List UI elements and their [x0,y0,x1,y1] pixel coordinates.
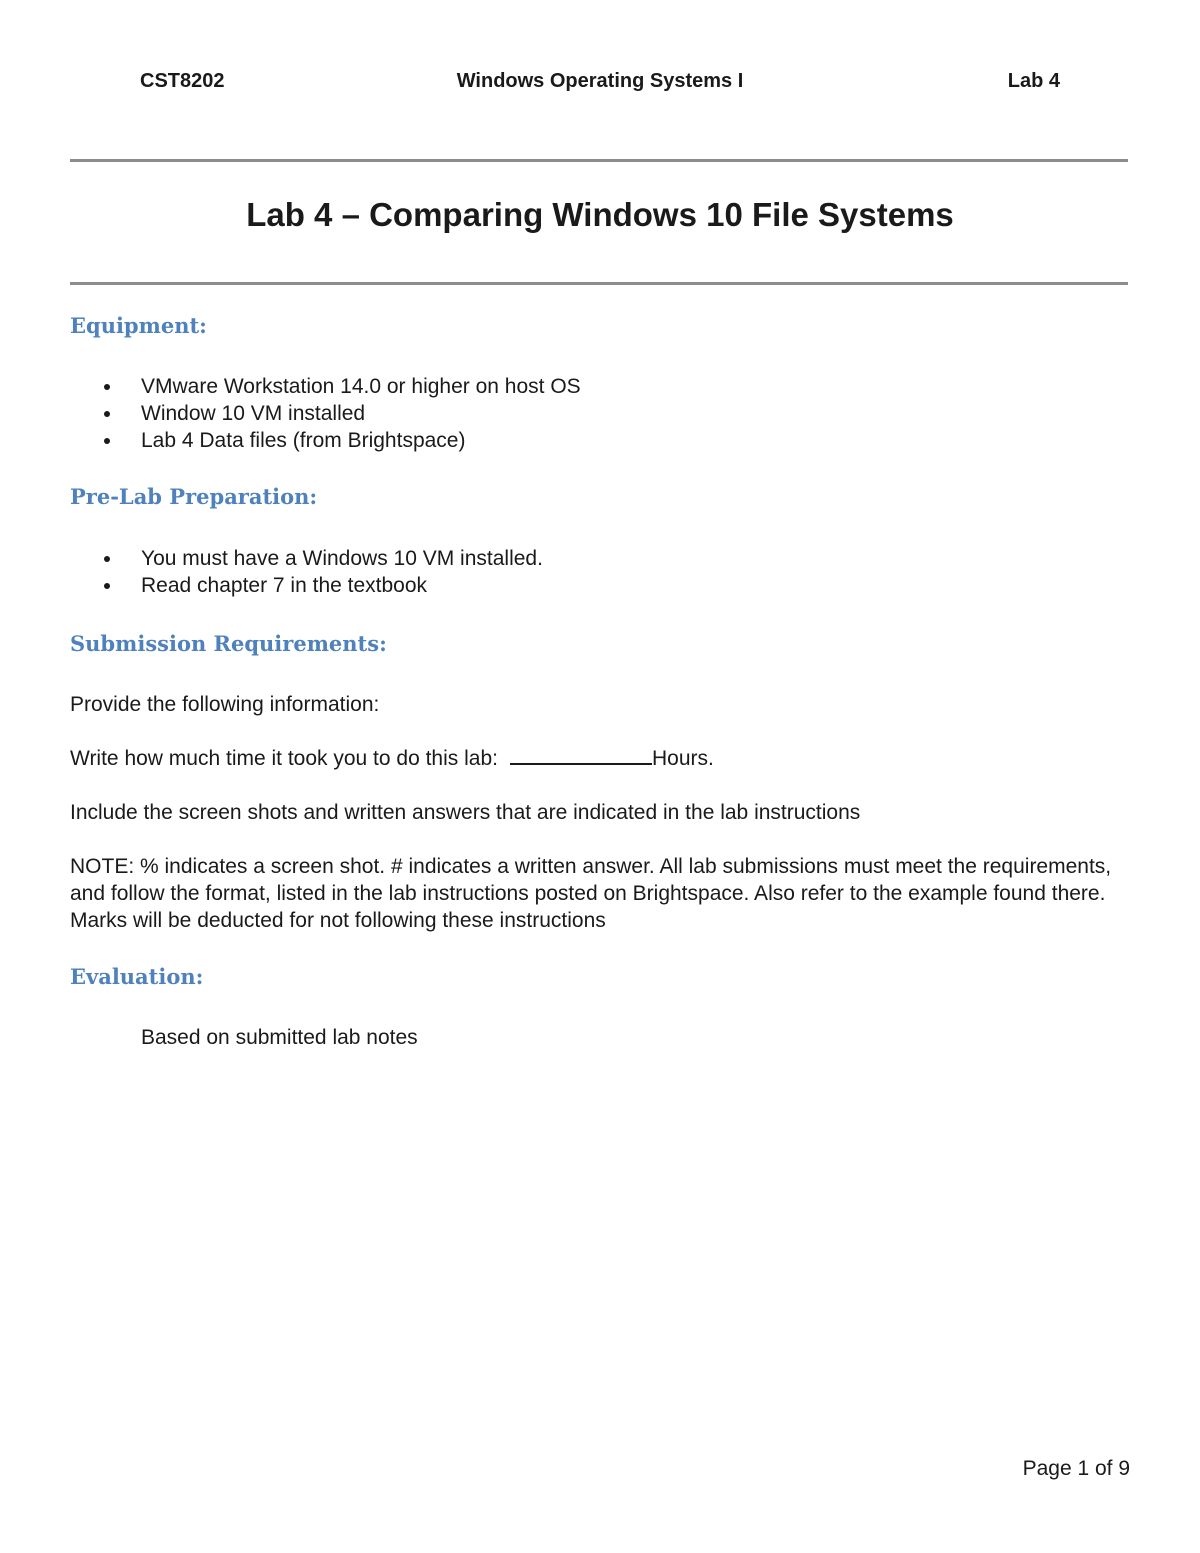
evaluation-heading: Evaluation: [70,964,204,989]
equipment-list [104,373,581,454]
title-divider [70,282,1128,285]
time-suffix: Hours. [651,747,714,770]
include-instructions: Include the screen shots and written answers that are indicated in the lab instructions [70,801,861,824]
prelab-heading: Pre-Lab Preparation: [70,484,318,509]
lab-label: Lab 4 [1007,70,1060,92]
list-item: You must have a Windows 10 VM installed. [104,545,543,572]
list-item: Window 10 VM installed [104,400,581,427]
header-divider [70,159,1128,162]
list-item: Lab 4 Data files (from Brightspace) [104,427,581,454]
evaluation-text: Based on submitted lab notes [141,1026,418,1049]
submission-intro: Provide the following information: [70,693,380,716]
submission-heading: Submission Requirements: [70,631,387,656]
time-prompt-line [70,745,1130,772]
hours-blank [510,745,652,765]
equipment-heading: Equipment: [70,313,207,338]
note-paragraph: NOTE: % indicates a screen shot. # indicates a written answer. All lab submissions must meet the requirements, and follow the format, listed in the lab instructions posted on Brightspace. Also refer to the example found there. Marks will be deducted for not following these instructions [70,855,1112,932]
course-name: Windows Operating Systems I [456,70,744,92]
prelab-list [104,545,543,599]
course-code: CST8202 [140,70,225,92]
time-prompt: Write how much time it took you to do this lab: [70,747,498,770]
page-title: Lab 4 – Comparing Windows 10 File Systems [246,196,954,233]
list-item: Read chapter 7 in the textbook [104,572,543,599]
page-number: Page 1 of 9 [1022,1457,1130,1480]
page-header [140,70,1060,100]
list-item: VMware Workstation 14.0 or higher on host OS [104,373,581,400]
